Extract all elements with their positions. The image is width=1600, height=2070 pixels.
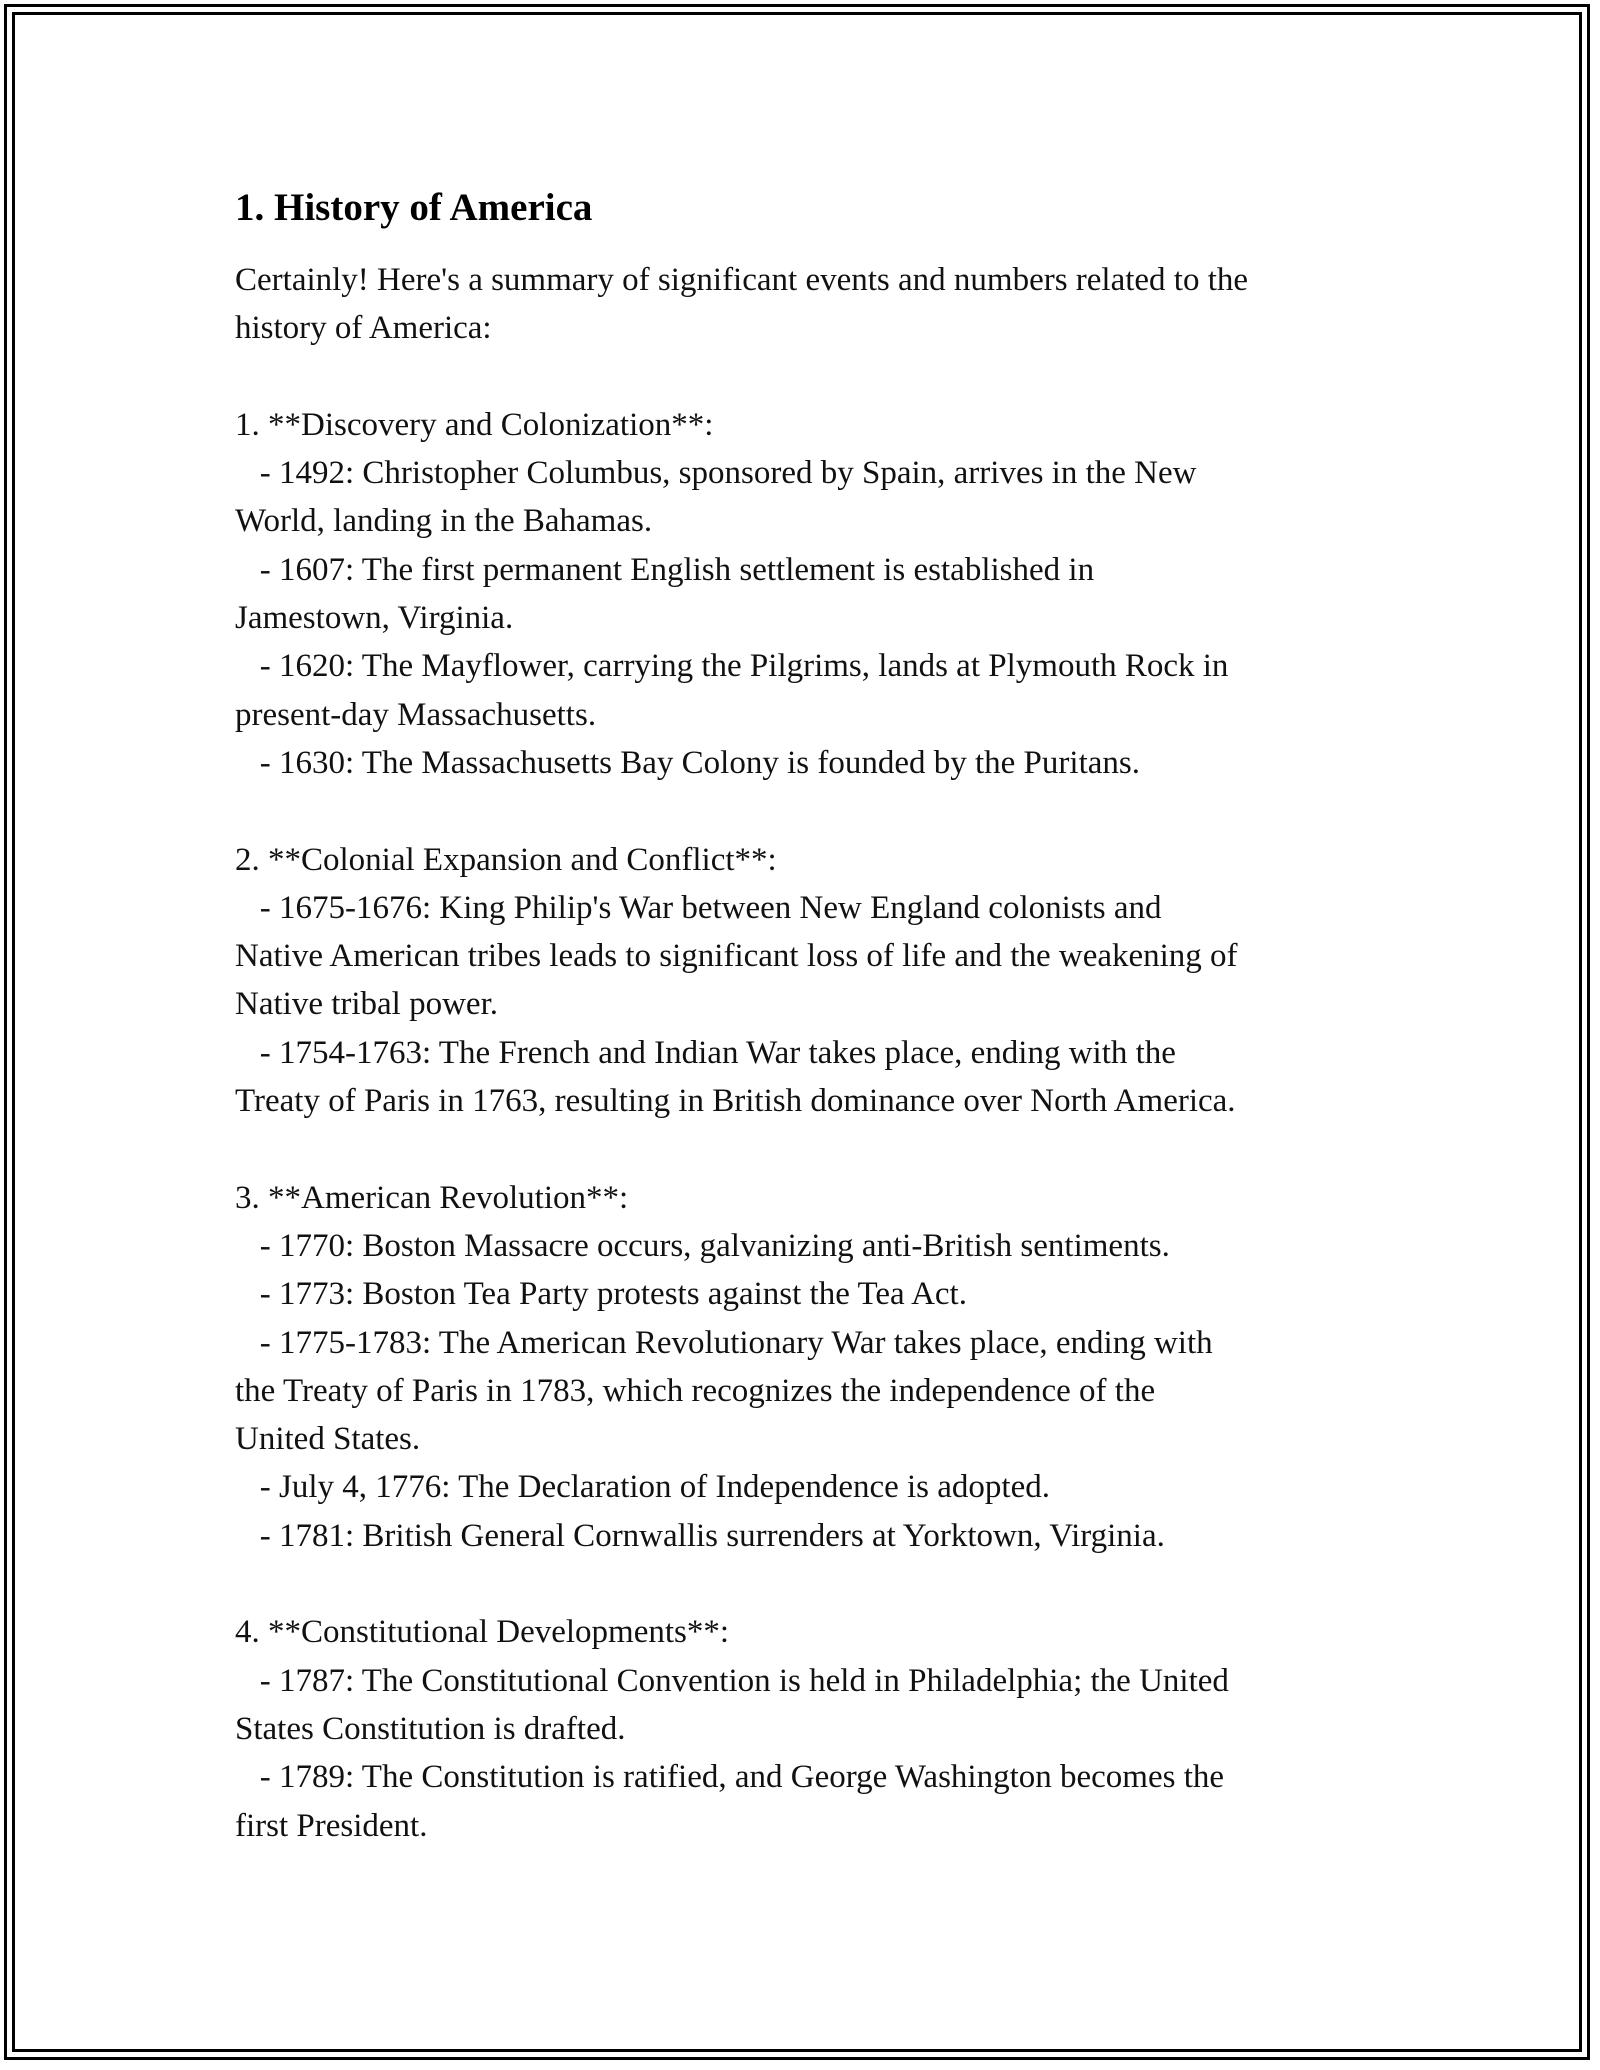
text-line: 3. **American Revolution**: (235, 1179, 629, 1216)
text-line: Certainly! Here's a summary of significant events and numbers related to the (235, 262, 1249, 298)
text-line: first President. (235, 1807, 428, 1844)
text-line: - 1675-1676: King Philip's War between New England colonists and (235, 889, 1162, 926)
text-line: - 1754-1763: The French and Indian War takes place, ending with the (235, 1034, 1176, 1071)
text-line: - 1787: The Constitutional Convention is held in Philadelphia; the United (235, 1662, 1229, 1699)
text-line: - 1607: The first permanent English settlement is established in (235, 551, 1095, 588)
text-line: 4. **Constitutional Developments**: (235, 1614, 730, 1651)
document-text (235, 256, 1365, 1850)
text-line: - 1775-1783: The American Revolutionary War takes place, ending with (235, 1324, 1213, 1361)
blank-line (235, 1125, 1365, 1173)
text-line: Treaty of Paris in 1763, resulting in British dominance over North America. (235, 1083, 1236, 1120)
text-line: United States. (235, 1421, 421, 1458)
text-line: the Treaty of Paris in 1783, which recognizes the independence of the (235, 1372, 1156, 1409)
text-line: States Constitution is drafted. (235, 1710, 626, 1747)
text-line: 1. **Discovery and Colonization**: (235, 406, 714, 443)
document-title: 1. History of America (235, 186, 593, 229)
text-line: - 1773: Boston Tea Party protests against the Tea Act. (235, 1276, 967, 1313)
text-line: Native American tribes leads to significant loss of life and the weakening of (235, 938, 1238, 975)
blank-line (235, 787, 1365, 835)
blank-line (235, 353, 1365, 401)
text-line: - 1620: The Mayflower, carrying the Pilgrims, lands at Plymouth Rock in (235, 648, 1229, 685)
text-line: - 1630: The Massachusetts Bay Colony is founded by the Puritans. (235, 744, 1140, 781)
document-body (235, 184, 1365, 1850)
text-line: World, landing in the Bahamas. (235, 503, 653, 540)
text-line: history of America: (235, 310, 492, 347)
text-line: - 1770: Boston Massacre occurs, galvanizing anti-British sentiments. (235, 1227, 1170, 1264)
text-line: - 1789: The Constitution is ratified, and George Washington becomes the (235, 1759, 1225, 1796)
text-line: Jamestown, Virginia. (235, 600, 514, 637)
text-line: - 1781: British General Cornwallis surrenders at Yorktown, Virginia. (235, 1517, 1165, 1554)
text-line: present-day Massachusetts. (235, 696, 597, 733)
text-line: - July 4, 1776: The Declaration of Independence is adopted. (235, 1469, 1050, 1506)
text-line: - 1492: Christopher Columbus, sponsored by Spain, arrives in the New (235, 455, 1197, 492)
text-line: Native tribal power. (235, 986, 499, 1023)
blank-line (235, 1560, 1365, 1608)
text-line: 2. **Colonial Expansion and Conflict**: (235, 841, 777, 878)
